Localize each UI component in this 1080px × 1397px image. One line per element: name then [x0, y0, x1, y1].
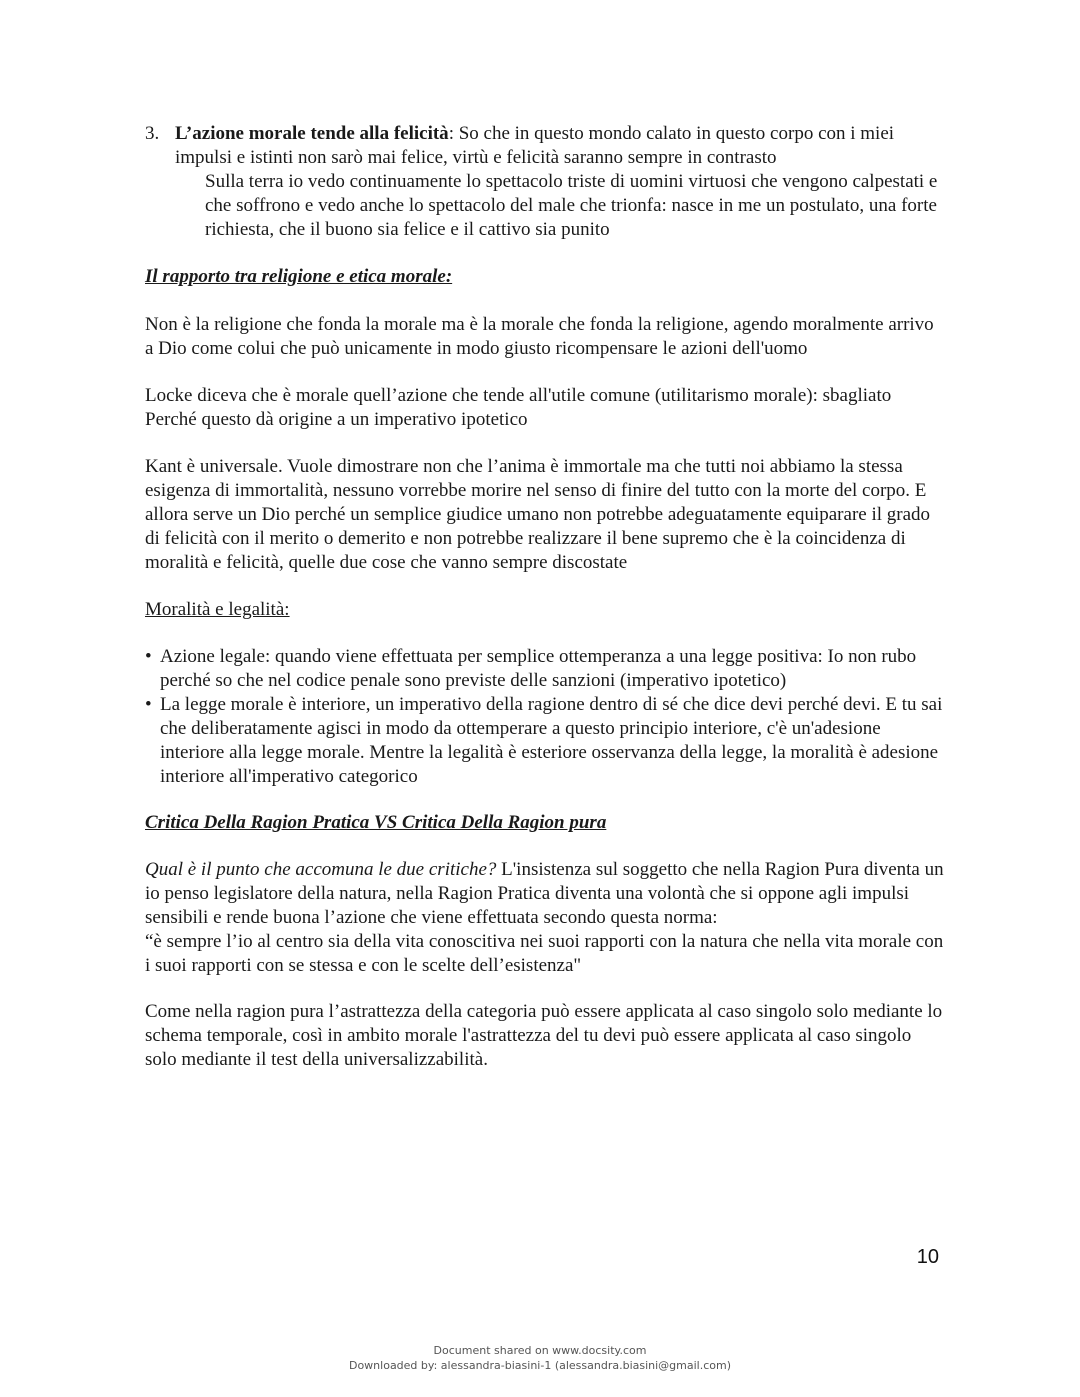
bullet-list: [145, 645, 945, 789]
paragraph-critiche: [145, 858, 945, 978]
paragraph-kant: Kant è universale. Vuole dimostrare non che l’anima è immortale ma che tutti noi abbiamo la stessa esigenza di immortalità, nessuno vorrebbe morire nel senso di finire del tutto con la morte del corpo. E allora serve un Dio perché un semplice giudice umano non potrebbe adeguatamente equiparare il grado di felicità con il merito o demerito e non potrebbe realizzare il bene supremo che è la coincidenza di moralità e felicità, quelle due cose che vanno sempre discostate: [145, 456, 931, 573]
bullet-icon: •: [145, 694, 152, 715]
paragraph-religione: Non è la religione che fonda la morale ma è la morale che fonda la religione, agendo moralmente arrivo a Dio come colui che può unicamente in modo giusto ricompensare le azioni dell'uomo: [145, 314, 934, 359]
quote-text: “è sempre l’io al centro sia della vita conoscitiva nei suoi rapporti con la natura che nella vita morale con i suoi rapporti con se stessa e con le scelte dell’esistenza": [145, 931, 944, 976]
item-number: 3.: [145, 123, 160, 144]
section-heading-critica: Critica Della Ragion Pratica VS Critica Della Ragion pura: [145, 812, 607, 833]
list-item-text: La legge morale è interiore, un imperativo della ragione dentro di sé che dice devi perché devi. E tu sai che deliberatamente agisci in modo da ottemperare a questo principio interiore, c'è un'adesione interiore alla legge morale. Mentre la legalità è esteriore osservanza della legge, la moralità è adesione interiore all'imperativo categorico: [160, 694, 943, 787]
list-item: [145, 645, 945, 693]
section-heading-religione: Il rapporto tra religione e etica morale:: [145, 266, 453, 287]
question-text: Qual è il punto che accomuna le due critiche?: [145, 859, 497, 880]
footer-shared: Document shared on www.docsity.com: [433, 1344, 647, 1357]
paragraph-ragion-pura: Come nella ragion pura l’astrattezza della categoria può essere applicata al caso singolo solo mediante lo schema temporale, così in ambito morale l'astrattezza del tu devi può essere applicata al caso singolo solo mediante il test della universalizzabilità.: [145, 1001, 943, 1070]
item-body: [175, 122, 945, 170]
paragraph-text: L'insistenza sul soggetto che nella Ragion Pura diventa un io penso legislatore della natura, nella Ragion Pratica diventa una volontà che si oppone agli impulsi sensibili e rende buona l’azione che viene effettuata secondo questa norma:: [145, 859, 944, 928]
bullet-icon: •: [145, 646, 152, 667]
list-item-text: Azione legale: quando viene effettuata per semplice ottemperanza a una legge positiva: Io non rubo perché so che nel codice penale sono previste delle sanzioni (imperativo ipotetico): [160, 646, 917, 691]
section-heading-moralita: Moralità e legalità:: [145, 599, 290, 620]
item-indented-text: Sulla terra io vedo continuamente lo spettacolo triste di uomini virtuosi che vengono calpestati e che soffrono e vedo anche lo spettacolo del male che trionfa: nasce in me un postulato, una forte richiesta, che il buono sia felice e il cattivo sia punito: [205, 171, 938, 240]
paragraph-locke: Locke diceva che è morale quell’azione che tende all'utile comune (utilitarismo morale): sbagliato Perché questo dà origine a un imperativo ipotetico: [145, 385, 892, 430]
footer-downloaded: Downloaded by: alessandra-biasini-1 (alessandra.biasini@gmail.com): [348, 1359, 732, 1372]
list-item: [145, 693, 945, 789]
item-text: : So che in questo mondo calato in questo corpo con i miei impulsi e istinti non sarò mai felice, virtù e felicità saranno sempre in contrasto: [175, 123, 895, 168]
item-title: L’azione morale tende alla felicità: [175, 123, 449, 144]
numbered-item-3: [145, 122, 945, 242]
page-number: 10: [916, 1246, 939, 1268]
